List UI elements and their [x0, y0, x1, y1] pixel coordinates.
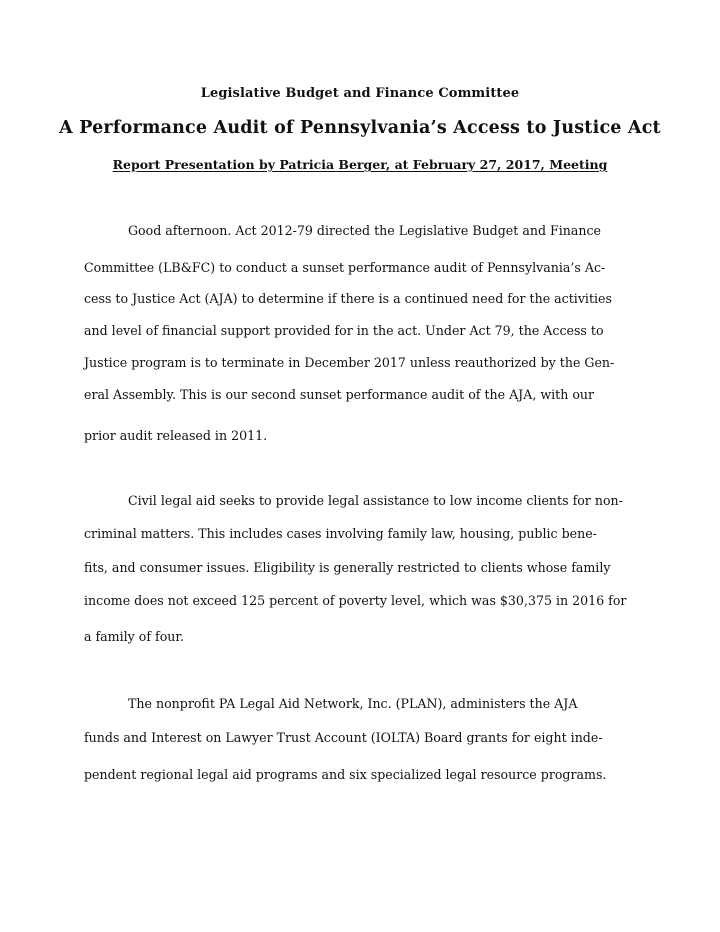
report-title: A Performance Audit of Pennsylvania’s Access to Justice Act: [59, 118, 661, 138]
paragraph-line: prior audit released in 2011.: [84, 428, 268, 443]
paragraph-line: income does not exceed 125 percent of poverty level, which was $30,375 in 2016 for: [84, 593, 627, 608]
report-subtitle: Report Presentation by Patricia Berger, at February 27, 2017, Meeting: [112, 157, 608, 172]
paragraph-line: fits, and consumer issues. Eligibility is generally restricted to clients whose family: [84, 560, 611, 575]
paragraph-line: cess to Justice Act (AJA) to determine if there is a continued need for the activities: [84, 291, 612, 306]
paragraph-line: a family of four.: [84, 629, 185, 644]
paragraph-line: Justice program is to terminate in December 2017 unless reauthorized by the Gen-: [84, 355, 615, 370]
paragraph-line: Committee (LB&FC) to conduct a sunset performance audit of Pennsylvania’s Ac-: [84, 260, 606, 275]
paragraph-line: pendent regional legal aid programs and six specialized legal resource programs.: [84, 767, 607, 782]
paragraph-line: and level of financial support provided for in the act. Under Act 79, the Access to: [84, 323, 604, 338]
paragraph-line: funds and Interest on Lawyer Trust Account (IOLTA) Board grants for eight inde-: [84, 730, 603, 745]
paragraph-line: Civil legal aid seeks to provide legal assistance to low income clients for non-: [128, 493, 623, 508]
paragraph-line: criminal matters. This includes cases involving family law, housing, public bene-: [84, 526, 597, 541]
paragraph-line: eral Assembly. This is our second sunset performance audit of the AJA, with our: [84, 387, 595, 402]
committee-heading: Legislative Budget and Finance Committee: [200, 86, 520, 101]
paragraph-line: Good afternoon. Act 2012-79 directed the Legislative Budget and Finance: [128, 223, 602, 238]
paragraph-line: The nonprofit PA Legal Aid Network, Inc. (PLAN), administers the AJA: [128, 696, 578, 711]
